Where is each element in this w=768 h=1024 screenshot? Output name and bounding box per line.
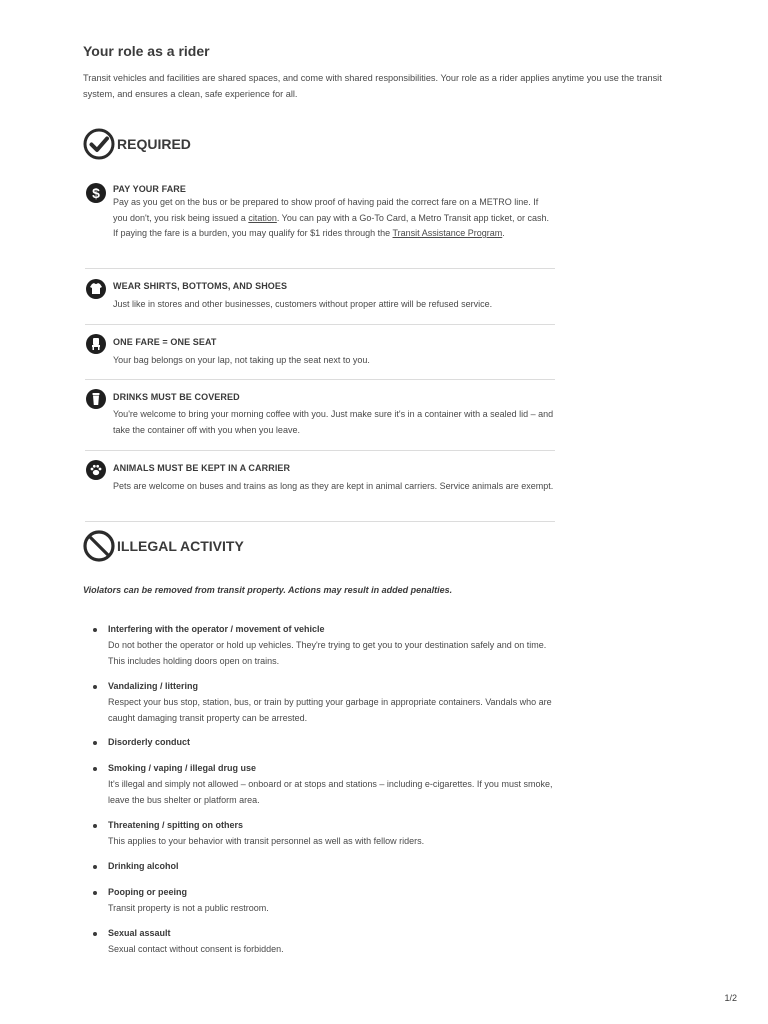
item-title: Disorderly conduct	[108, 737, 191, 747]
required-item-animals	[85, 459, 555, 515]
transit-assistance-link[interactable]: Transit Assistance Program	[392, 228, 503, 238]
divider	[85, 379, 555, 380]
required-item-attire	[85, 278, 555, 318]
divider	[85, 268, 555, 269]
bullet	[93, 628, 97, 632]
item-description: It's illegal and simply not allowed – onboard or at stops and stations – including e-cigarettes. If you must smoke, leave the bus shelter or platform area.	[108, 779, 553, 805]
bullet	[93, 891, 97, 895]
bullet	[93, 932, 97, 936]
item-description: Do not bother the operator or hold up vehicles. They're trying to get you to your destination safely and on time. This includes holding doors open on trains.	[108, 640, 547, 666]
illegal-activity-heading	[83, 530, 244, 562]
item-title: Threatening / spitting on others	[108, 820, 243, 830]
item-title: Sexual assault	[108, 928, 171, 938]
divider	[85, 450, 555, 451]
dollar-icon	[85, 182, 107, 204]
divider	[85, 324, 555, 325]
bullet	[93, 865, 97, 869]
item-body: Your bag belongs on your lap, not taking up the seat next to you.	[113, 355, 370, 365]
bullet	[93, 685, 97, 689]
checkmark-circle-icon	[83, 128, 115, 160]
item-title: PAY YOUR FARE	[113, 184, 186, 194]
item-title: ANIMALS MUST BE KEPT IN A CARRIER	[113, 463, 291, 473]
svg-text:$: $	[92, 185, 100, 201]
page-title: Your role as a rider	[83, 43, 210, 59]
item-description: This applies to your behavior with transit personnel as well as with fellow riders.	[108, 836, 425, 846]
item-body: Pets are welcome on buses and trains as long as they are kept in animal carriers. Service animals are exempt.	[113, 481, 554, 491]
item-title: Interfering with the operator / movement of vehicle	[108, 624, 325, 634]
page-number: 1/2	[724, 993, 737, 1003]
required-label: REQUIRED	[117, 136, 191, 152]
illegal-activity-label: ILLEGAL ACTIVITY	[117, 538, 244, 554]
item-title: DRINKS MUST BE COVERED	[113, 392, 240, 402]
item-title: Drinking alcohol	[108, 861, 179, 871]
item-description: Respect your bus stop, station, bus, or train by putting your garbage in appropriate containers. Vandals who are caught damaging transit property can be arrested.	[108, 697, 552, 723]
prohibited-icon	[83, 530, 115, 562]
item-body: Pay as you get on the bus or be prepared to show proof of having paid the correct fare on a METRO line. If you don't, you risk being issued a citation. You can pay with a Go-To Card, a Metro Transit app ticket, or cash. If paying the fare is a burden, you may qualify for $1 rides through the Transit Assistance Program.	[113, 197, 549, 238]
bullet	[93, 767, 97, 771]
divider	[85, 521, 555, 522]
bullet	[93, 741, 97, 745]
item-title: Pooping or peeing	[108, 887, 187, 897]
item-title: Vandalizing / littering	[108, 681, 199, 691]
required-item-pay-fare	[85, 182, 555, 262]
paw-icon	[85, 459, 107, 481]
item-body: You're welcome to bring your morning coffee with you. Just make sure it's in a container with a sealed lid – and take the container off with you when you leave.	[113, 409, 554, 435]
covered-cup-icon	[85, 388, 107, 410]
required-heading	[83, 128, 191, 160]
intro-paragraph: Transit vehicles and facilities are shared spaces, and come with shared responsibilities. Your role as a rider applies anytime you use the transit system, and ensures a clean, safe experience for all.	[83, 73, 662, 99]
required-item-drinks	[85, 388, 555, 444]
item-title: WEAR SHIRTS, BOTTOMS, AND SHOES	[113, 281, 288, 291]
citation-link[interactable]: citation	[248, 212, 277, 223]
item-body: Just like in stores and other businesses, customers without proper attire will be refused service.	[113, 299, 493, 309]
item-description: Transit property is not a public restroom.	[108, 903, 269, 913]
bullet	[93, 824, 97, 828]
item-description: Sexual contact without consent is forbidden.	[108, 944, 284, 954]
seat-icon	[85, 333, 107, 355]
item-title: ONE FARE = ONE SEAT	[113, 337, 217, 347]
item-title: Smoking / vaping / illegal drug use	[108, 763, 257, 773]
required-item-seat	[85, 333, 555, 373]
shirt-icon	[85, 278, 107, 300]
violators-note: Violators can be removed from transit property. Actions may result in added penalties.	[83, 585, 453, 595]
